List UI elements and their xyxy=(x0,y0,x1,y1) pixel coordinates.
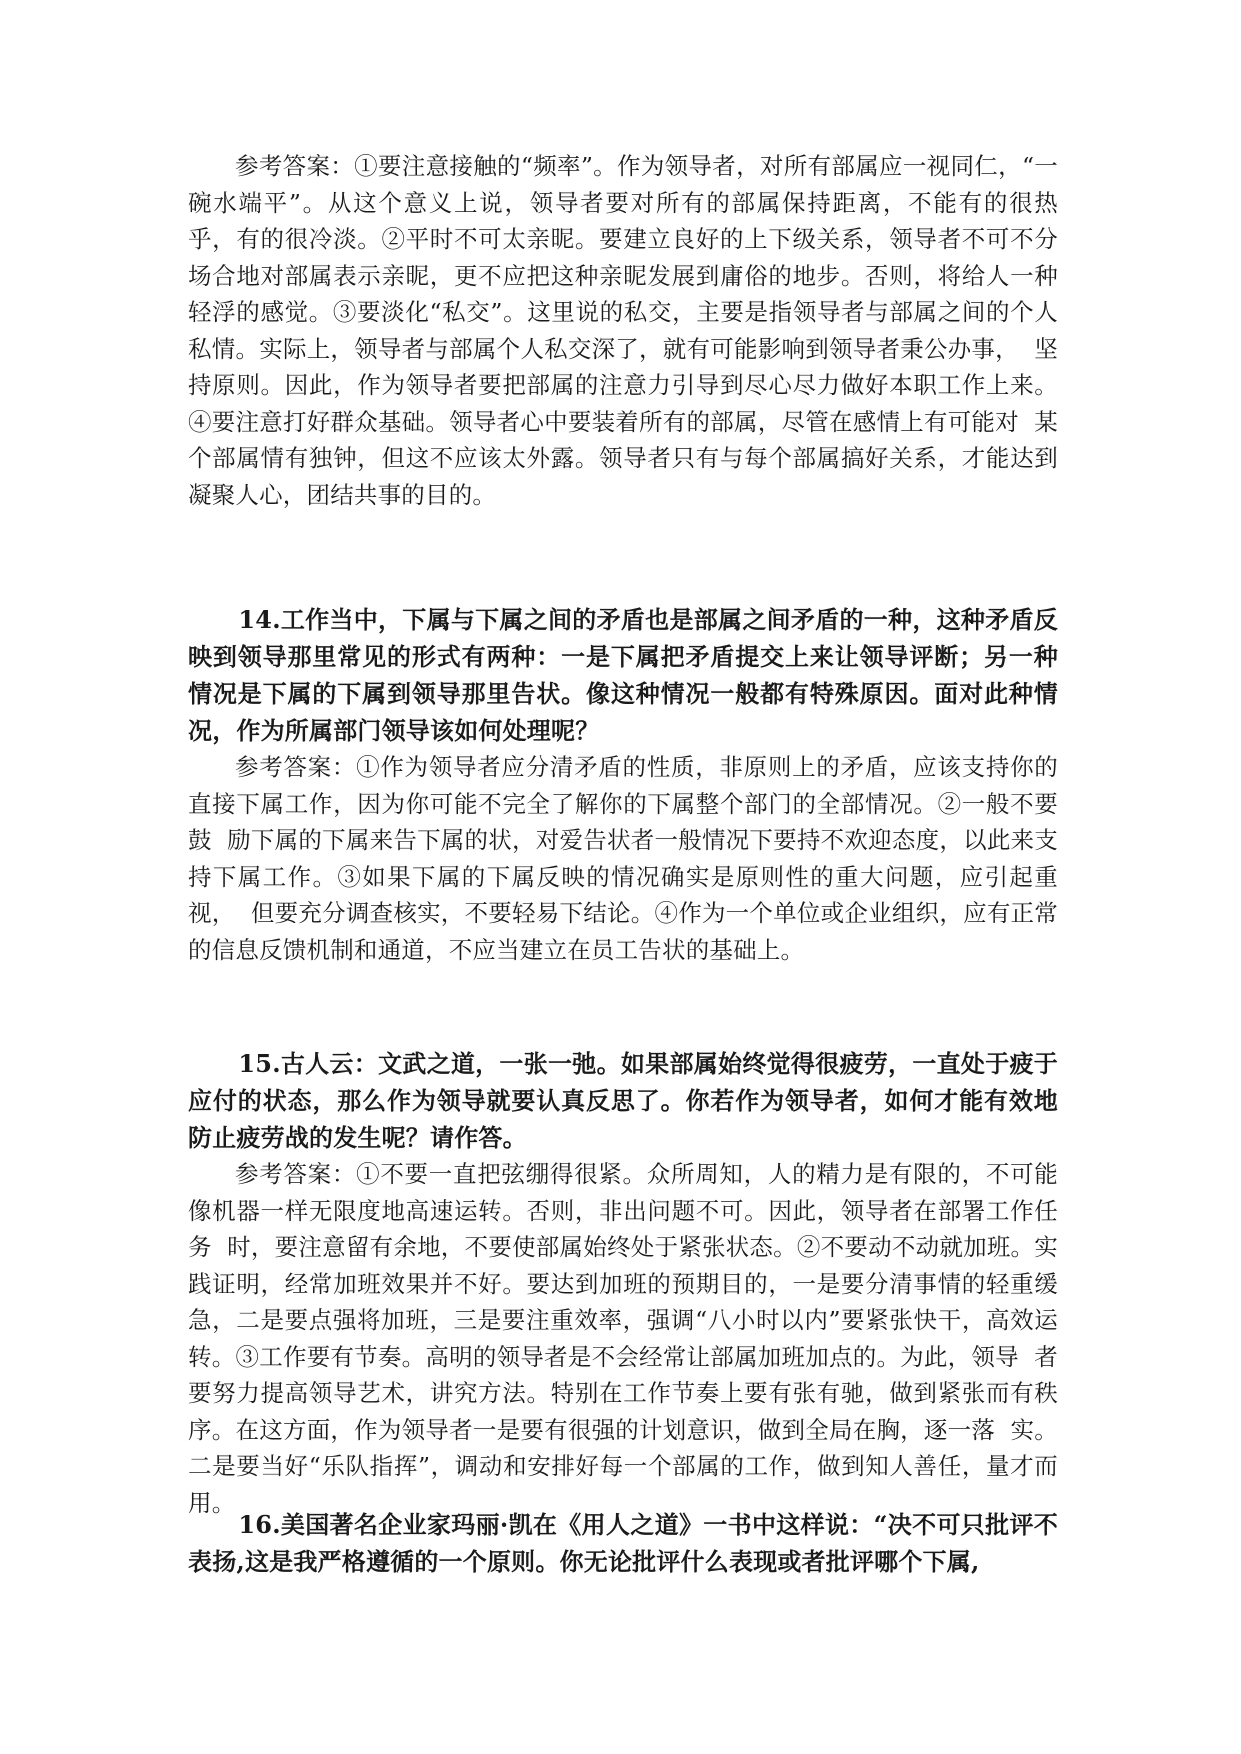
question-15-section xyxy=(188,1045,1074,1521)
question-15-text: 15.古人云：文武之道，一张一弛。如果部属始终觉得很疲劳，一直处于疲于应付的状态，那么作为领导就要认真反思了。你若作为领导者，如何才能有效地防止疲劳战的发生呢？请作答。 xyxy=(188,1049,1058,1152)
answer-13-section xyxy=(188,148,1074,513)
question-14-section xyxy=(188,601,1058,968)
question-16-section xyxy=(188,1506,1058,1580)
answer-13-text: 参考答案：①要注意接触的“频率”。作为领导者，对所有部属应一视同仁，“一碗水端平”。从这个意义上说，领导者要对所有的部属保持距离，不能有的很热 乎，有的很冷淡。②平时不可太亲昵。要建立良好的上下级关系，领导者不可不分场合地对部属表示亲昵，更不应把这种亲昵发展到庸俗的地步。否则，将给人一种 轻浮的感觉。③要淡化“私交”。这里说的私交，主要是指领导者与部属之间的个人私情。实际上，领导者与部属个人私交深了，就有可能影响到领导者秉公办事， 坚持原则。因此，作为领导者要把部属的注意力引导到尽心尽力做好本职工作上来。④要注意打好群众基础。领导者心中要装着所有的部属，尽管在感情上有可能对 某个部属情有独钟，但这不应该太外露。领导者只有与每个部属搞好关系，才能达到凝聚人心，团结共事的目的。 xyxy=(188,152,1074,509)
answer-14-text: 参考答案：①作为领导者应分清矛盾的性质，非原则上的矛盾，应该支持你的直接下属工作，因为你可能不完全了解你的下属整个部门的全部情况。②一般不要鼓 励下属的下属来告下属的状，对爱告状者一般情况下要持不欢迎态度，以此来支持下属工作。③如果下属的下属反映的情况确实是原则性的重大问题，应引起重视， 但要充分调查核实，不要轻易下结论。④作为一个单位或企业组织，应有正常的信息反馈机制和通道，不应当建立在员工告状的基础上。 xyxy=(188,753,1058,964)
answer-15-text: 参考答案：①不要一直把弦绷得很紧。众所周知，人的精力是有限的，不可能像机器一样无限度地高速运转。否则，非出问题不可。因此，领导者在部署工作任务 时，要注意留有余地，不要使部属始终处于紧张状态。②不要动不动就加班。实践证明，经常加班效果并不好。要达到加班的预期目的，一是要分清事情的轻重缓 急，二是要点强将加班，三是要注重效率，强调“八小时以内”要紧张快干，高效运转。③工作要有节奏。高明的领导者是不会经常让部属加班加点的。为此，领导 者要努力提高领导艺术，讲究方法。特别在工作节奏上要有张有驰，做到紧张而有秩序。在这方面，作为领导者一是要有很强的计划意识，做到全局在胸，逐一落 实。二是要当好“乐队指挥”，调动和安排好每一个部属的工作，做到知人善任，量才而用。 xyxy=(188,1160,1074,1517)
question-14-text: 14.工作当中，下属与下属之间的矛盾也是部属之间矛盾的一种，这种矛盾反映到领导那里常见的形式有两种：一是下属把矛盾提交上来让领导评断；另一种情况是下属的下属到领导那里告状。像这种情况一般都有特殊原因。面对此种情况，作为所属部门领导该如何处理呢？ xyxy=(188,605,1058,745)
question-16-text: 16.美国著名企业家玛丽·凯在《用人之道》一书中这样说：“决不可只批评不表扬,这是我严格遵循的一个原则。你无论批评什么表现或者批评哪个下属, xyxy=(188,1510,1058,1576)
